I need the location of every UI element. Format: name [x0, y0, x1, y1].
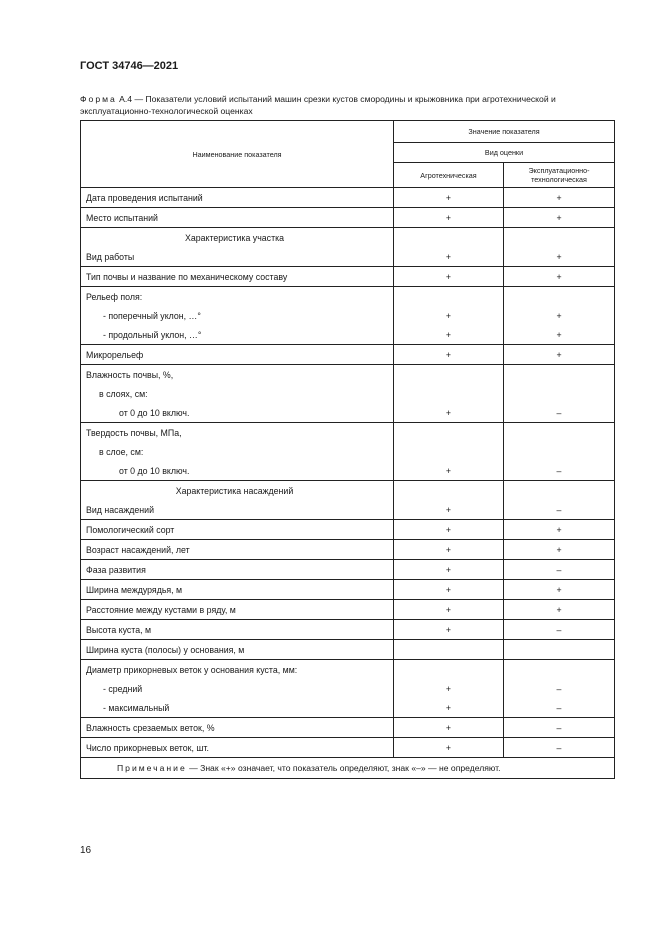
table-row [81, 500, 615, 520]
caption-form-word: Форма [80, 94, 117, 104]
row-expl: + [504, 540, 615, 560]
table-row [81, 267, 615, 287]
test-conditions-table [80, 120, 615, 779]
table-row [81, 580, 615, 600]
table-row [81, 560, 615, 580]
row-agro: + [394, 345, 504, 365]
table-row [81, 306, 615, 325]
row-agro: + [394, 267, 504, 287]
table-row [81, 640, 615, 660]
row-expl: + [504, 580, 615, 600]
row-name: Расстояние между кустами в ряду, м [81, 600, 394, 620]
row-agro: + [394, 500, 504, 520]
row-agro: + [394, 208, 504, 228]
table-row [81, 540, 615, 560]
row-expl: – [504, 461, 615, 481]
row-agro: + [394, 520, 504, 540]
row-name: Тип почвы и название по механическому составу [81, 267, 394, 287]
table-row [81, 247, 615, 267]
row-expl: + [504, 345, 615, 365]
row-name: Место испытаний [81, 208, 394, 228]
row-agro: + [394, 461, 504, 481]
table-row [81, 660, 615, 680]
row-name: Влажность почвы, %, [81, 365, 394, 385]
row-name: - продольный уклон, …° [81, 325, 394, 345]
table-row [81, 345, 615, 365]
row-name: Рельеф поля: [81, 287, 394, 307]
table-row [81, 520, 615, 540]
row-name: Твердость почвы, МПа, [81, 423, 394, 443]
table-row [81, 365, 615, 385]
section-heading: Характеристика участка [81, 228, 394, 248]
row-agro: + [394, 580, 504, 600]
row-agro: + [394, 600, 504, 620]
row-name: Микрорельеф [81, 345, 394, 365]
header-expl: Эксплуатационно-технологическая [504, 163, 615, 188]
row-name: от 0 до 10 включ. [81, 461, 394, 481]
section-heading: Характеристика насаждений [81, 481, 394, 501]
row-name: Дата проведения испытаний [81, 188, 394, 208]
row-agro: + [394, 306, 504, 325]
row-name: от 0 до 10 включ. [81, 403, 394, 423]
row-expl: + [504, 267, 615, 287]
row-name: Фаза развития [81, 560, 394, 580]
row-expl: – [504, 500, 615, 520]
row-expl: – [504, 698, 615, 718]
row-expl: + [504, 520, 615, 540]
row-agro: + [394, 560, 504, 580]
table-note [81, 758, 615, 779]
row-agro: + [394, 403, 504, 423]
row-agro: + [394, 247, 504, 267]
table-row [81, 208, 615, 228]
table-row [81, 620, 615, 640]
header-name: Наименование показателя [81, 121, 394, 188]
table-row [81, 442, 615, 461]
header-agro: Агротехническая [394, 163, 504, 188]
row-name: - поперечный уклон, …° [81, 306, 394, 325]
row-expl: – [504, 560, 615, 580]
row-name: Ширина междурядья, м [81, 580, 394, 600]
row-name: Диаметр прикорневых веток у основания куста, мм: [81, 660, 394, 680]
row-name: в слое, см: [81, 442, 394, 461]
row-agro: + [394, 540, 504, 560]
table-row [81, 718, 615, 738]
row-expl: + [504, 208, 615, 228]
row-name: Высота куста, м [81, 620, 394, 640]
row-name: Вид насаждений [81, 500, 394, 520]
row-agro: + [394, 679, 504, 698]
table-row [81, 423, 615, 443]
table-row [81, 188, 615, 208]
row-name: Влажность срезаемых веток, % [81, 718, 394, 738]
row-expl: – [504, 738, 615, 758]
row-agro: + [394, 188, 504, 208]
row-name: - максимальный [81, 698, 394, 718]
row-expl: + [504, 325, 615, 345]
standard-designation: ГОСТ 34746—2021 [80, 60, 179, 72]
row-name: в слоях, см: [81, 384, 394, 403]
row-name: Возраст насаждений, лет [81, 540, 394, 560]
table-row [81, 679, 615, 698]
row-expl: + [504, 600, 615, 620]
row-agro: + [394, 620, 504, 640]
row-agro: + [394, 738, 504, 758]
note-word: Примечание [117, 763, 187, 773]
table-row [81, 481, 615, 501]
table-caption [80, 93, 614, 117]
row-name: Вид работы [81, 247, 394, 267]
table-row [81, 738, 615, 758]
table-row [81, 325, 615, 345]
table-row [81, 698, 615, 718]
row-name: Число прикорневых веток, шт. [81, 738, 394, 758]
row-expl: + [504, 247, 615, 267]
row-name: - средний [81, 679, 394, 698]
row-agro: + [394, 718, 504, 738]
table-row [81, 403, 615, 423]
note-text: — Знак «+» означает, что показатель определяют, знак «–» — не определяют. [189, 763, 501, 773]
table-row [81, 384, 615, 403]
row-expl: – [504, 403, 615, 423]
row-agro: + [394, 698, 504, 718]
row-expl: – [504, 679, 615, 698]
row-expl: + [504, 306, 615, 325]
row-expl: – [504, 718, 615, 738]
table-row [81, 287, 615, 307]
header-kind: Вид оценки [394, 143, 615, 163]
header-value: Значение показателя [394, 121, 615, 143]
page-number: 16 [80, 845, 92, 856]
table-row [81, 600, 615, 620]
row-expl: – [504, 620, 615, 640]
caption-text: А.4 — Показатели условий испытаний машин срезки кустов смородины и крыжовника при агротехнической и эксплуатационно-технологической оценках [80, 94, 556, 116]
table-row [81, 228, 615, 248]
row-name: Помологический сорт [81, 520, 394, 540]
table-note-row [81, 758, 615, 779]
row-expl: + [504, 188, 615, 208]
row-name: Ширина куста (полосы) у основания, м [81, 640, 394, 660]
row-agro: + [394, 325, 504, 345]
table-row [81, 461, 615, 481]
